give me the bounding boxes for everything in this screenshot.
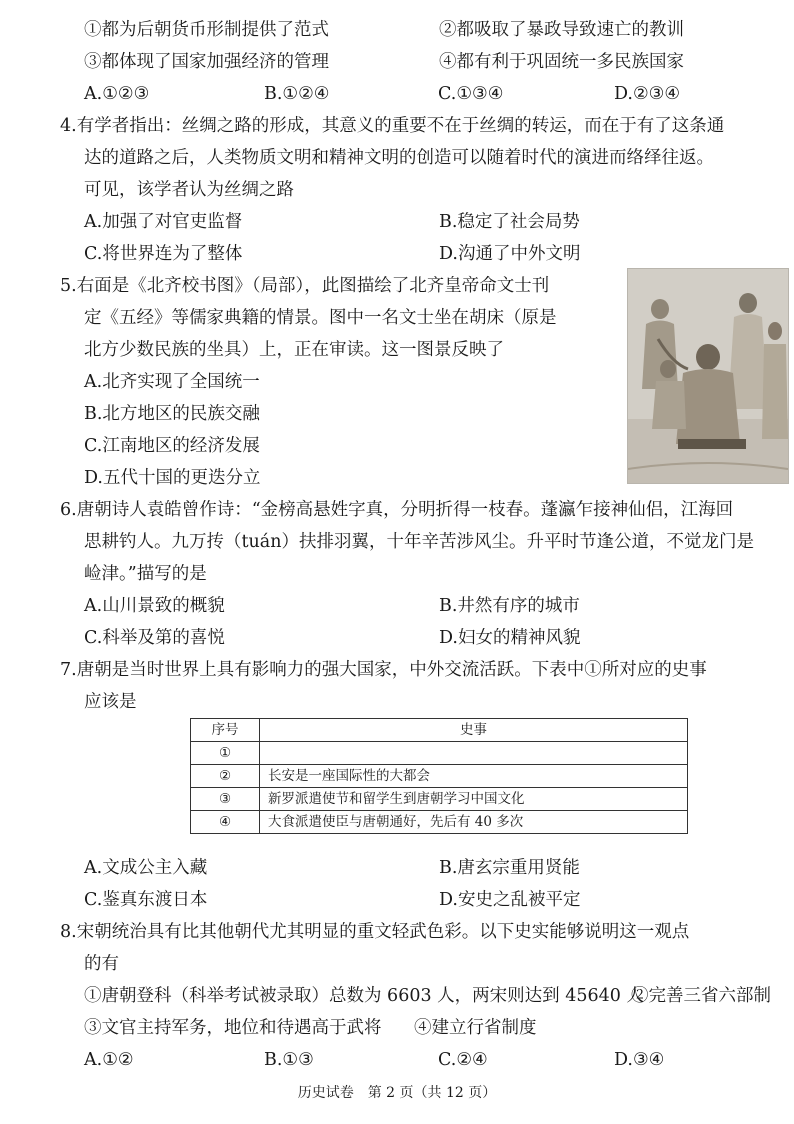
q4-choices-row-2 (84, 238, 786, 270)
q3-statement-4: ④都有利于巩固统一多民族国家 (439, 52, 684, 72)
table-cell-event: 长安是一座国际性的大都会 (260, 765, 688, 788)
q6-choices-row-2 (84, 622, 786, 654)
q5-choice-b: B.北方地区的民族交融 (84, 404, 260, 424)
q7-choice-b: B.唐玄宗重用贤能 (439, 858, 580, 878)
q6-stem-line-3: 崄津。”描写的是 (84, 564, 207, 584)
q6-choice-d: D.妇女的精神风貌 (439, 628, 581, 648)
q7-choice-a: A.文成公主入藏 (84, 858, 208, 878)
table-header-event: 史事 (260, 719, 688, 742)
q3-choice-d: D.②③④ (614, 84, 681, 104)
q8-statement-row-2 (84, 1012, 786, 1044)
table-cell-no: ① (191, 742, 260, 765)
q7-choice-d: D.安史之乱被平定 (439, 890, 581, 910)
q8-choices (84, 1044, 786, 1076)
painting-image (627, 268, 789, 484)
q4-choice-c: C.将世界连为了整体 (84, 244, 243, 264)
q3-statement-1: ①都为后朝货币形制提供了范式 (84, 20, 329, 40)
q4-choices-row-1 (84, 206, 786, 238)
q3-option-row-2 (84, 46, 786, 78)
table-header-row (191, 719, 688, 742)
q8-statement-1: ①唐朝登科（科举考试被录取）总数为 6603 人，两宋则达到 45640 人 (84, 986, 644, 1006)
q8-stem-line-1: 8.宋朝统治具有比其他朝代尤其明显的重文轻武色彩。以下史实能够说明这一观点 (60, 922, 690, 942)
page-footer: 历史试卷 第 2 页（共 12 页） (297, 1085, 497, 1101)
table-cell-no: ② (191, 765, 260, 788)
q4-choice-b: B.稳定了社会局势 (439, 212, 580, 232)
q5-choice-c: C.江南地区的经济发展 (84, 436, 260, 456)
history-table (190, 718, 688, 834)
q8-stem-line-2: 的有 (84, 954, 119, 974)
q4-choice-a: A.加强了对官吏监督 (84, 212, 243, 232)
table-cell-event: 大食派遣使臣与唐朝通好，先后有 40 多次 (260, 811, 688, 834)
q8-statement-3: ③文官主持军务，地位和待遇高于武将 (84, 1018, 382, 1038)
q8-choice-c: C.②④ (438, 1050, 488, 1070)
q6-choices-row-1 (84, 590, 786, 622)
q5-choice-d: D.五代十国的更迭分立 (84, 468, 261, 488)
q5-stem-line-3: 北方少数民族的坐具）上，正在审读。这一图景反映了 (84, 340, 504, 360)
table-row (191, 811, 688, 834)
q6-choice-a: A.山川景致的概貌 (84, 596, 225, 616)
q3-choice-a: A.①②③ (84, 84, 150, 104)
q6-stem-line-1: 6.唐朝诗人袁皓曾作诗：“金榜高悬姓字真，分明折得一枝春。蓬瀛乍接神仙侣，江海回 (60, 500, 734, 520)
table-cell-event (260, 742, 688, 765)
q7-choices-row-1 (84, 852, 786, 884)
table-cell-no: ④ (191, 811, 260, 834)
q3-statement-2: ②都吸取了暴政导致速亡的教训 (439, 20, 684, 40)
q6-choice-b: B.井然有序的城市 (439, 596, 580, 616)
q3-choice-b: B.①②④ (264, 84, 330, 104)
q4-stem-line-1: 4.有学者指出：丝绸之路的形成，其意义的重要不在于丝绸的转运，而在于有了这条通 (60, 116, 725, 136)
q3-choices (84, 78, 786, 110)
q7-choice-c: C.鉴真东渡日本 (84, 890, 208, 910)
q7-choices-row-2 (84, 884, 786, 916)
q8-choice-a: A.①② (84, 1050, 134, 1070)
q3-statement-3: ③都体现了国家加强经济的管理 (84, 52, 329, 72)
q8-statement-4: ④建立行省制度 (414, 1018, 537, 1038)
q7-stem-line-1: 7.唐朝是当时世界上具有影响力的强大国家，中外交流活跃。下表中①所对应的史事 (60, 660, 707, 680)
table-row (191, 788, 688, 811)
table-row (191, 765, 688, 788)
q6-stem-line-2: 思耕钓人。九万抟（tuán）扶排羽翼，十年辛苦涉风尘。升平时节逢公道，不觉龙门是 (84, 532, 755, 552)
q8-choice-b: B.①③ (264, 1050, 314, 1070)
q6-choice-c: C.科举及第的喜悦 (84, 628, 225, 648)
q5-stem-line-1: 5.右面是《北齐校书图》（局部），此图描绘了北齐皇帝命文士刊 (60, 276, 550, 296)
q5-choice-a: A.北齐实现了全国统一 (84, 372, 260, 392)
q8-choice-d: D.③④ (614, 1050, 665, 1070)
q5-stem-line-2: 定《五经》等儒家典籍的情景。图中一名文士坐在胡床（原是 (84, 308, 557, 328)
table-header-no: 序号 (191, 719, 260, 742)
q4-stem-line-3: 可见，该学者认为丝绸之路 (84, 180, 294, 200)
q3-option-row-1 (84, 14, 786, 46)
q3-choice-c: C.①③④ (438, 84, 504, 104)
q8-statement-row-1 (84, 980, 786, 1012)
painting-illustration (628, 269, 788, 483)
table-row (191, 742, 688, 765)
table-cell-event: 新罗派遣使节和留学生到唐朝学习中国文化 (260, 788, 688, 811)
q4-stem-line-2: 达的道路之后，人类物质文明和精神文明的创造可以随着时代的演进而络绎往返。 (84, 148, 714, 168)
q8-statement-2: ②完善三省六部制 (631, 986, 771, 1006)
table-cell-no: ③ (191, 788, 260, 811)
q7-stem-line-2: 应该是 (84, 692, 137, 712)
q4-choice-d: D.沟通了中外文明 (439, 244, 581, 264)
